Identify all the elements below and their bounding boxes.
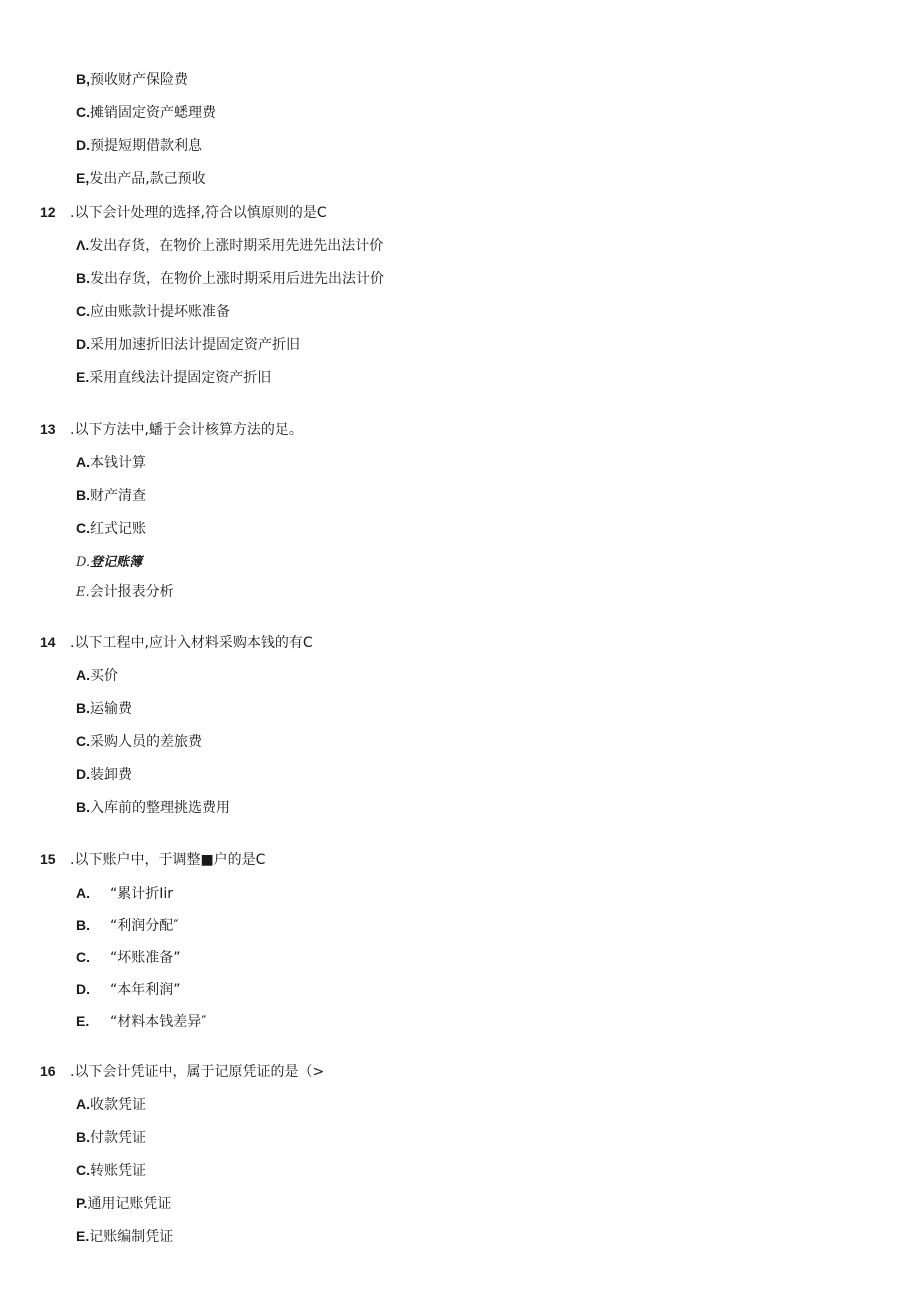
option-label: E. xyxy=(76,369,90,385)
option-label: B. xyxy=(76,799,90,815)
option-label: Λ. xyxy=(76,237,90,253)
option-label: E, xyxy=(76,170,90,186)
question-text: .以下会计处理的选择,符合以慎原则的是C xyxy=(70,205,327,221)
option-label: C. xyxy=(76,303,90,319)
question-text: .以下账户中，于调整■户的是C xyxy=(70,852,266,868)
option-label: B. xyxy=(76,270,90,286)
option-label: B. xyxy=(76,1129,90,1145)
option-label: E. xyxy=(76,585,90,600)
option-text: 本钱计算 xyxy=(90,455,146,471)
option-b xyxy=(76,486,146,505)
option-text: 应由账款计提坏账准备 xyxy=(90,304,230,320)
question-number: 14 xyxy=(40,634,56,650)
option-label: A. xyxy=(76,1096,90,1112)
option-text: 买价 xyxy=(90,668,118,684)
option-label: A. xyxy=(76,454,90,470)
option-label: C. xyxy=(76,520,90,536)
option-text: 转账凭证 xyxy=(90,1163,146,1179)
question-text: .以下方法中,蟠于会计核算方法的足。 xyxy=(70,422,303,438)
option-label: A. xyxy=(76,667,90,683)
option-text: 采用直线法计提固定资产折旧 xyxy=(89,370,272,386)
option-label: P. xyxy=(76,1195,88,1211)
option-text: 摊销固定资产蟋理费 xyxy=(90,105,216,121)
option-text: 发出存货，在物价上涨时期采用后进先出法计价 xyxy=(90,271,384,287)
question-number: 15 xyxy=(40,851,56,867)
option-b xyxy=(76,916,178,935)
question-number: 16 xyxy=(40,1063,56,1079)
option-text: 红式记账 xyxy=(90,521,146,537)
question-14 xyxy=(40,633,313,652)
question-number: 13 xyxy=(40,421,56,437)
option-d xyxy=(76,765,132,784)
question-number: 12 xyxy=(40,204,56,220)
option-text: “本年利润” xyxy=(110,982,181,998)
option-c xyxy=(76,1161,146,1180)
option-a xyxy=(76,884,173,903)
option-label: B. xyxy=(76,487,90,503)
option-text: 通用记账凭证 xyxy=(87,1196,172,1212)
option-text: 发出存货，在物价上涨时期采用先进先出法计价 xyxy=(89,238,384,254)
option-label: D. xyxy=(76,336,90,352)
option-a xyxy=(76,666,118,685)
option-label: C. xyxy=(76,733,90,749)
option-c xyxy=(76,103,216,122)
option-d xyxy=(76,553,142,572)
option-c xyxy=(76,948,181,967)
option-text: 财产清查 xyxy=(90,488,146,504)
option-text: 发出产品,款己预收 xyxy=(89,171,206,187)
option-label: E. xyxy=(76,1228,90,1244)
option-e xyxy=(76,1227,173,1246)
question-13 xyxy=(40,420,303,439)
option-e xyxy=(76,169,206,188)
option-c xyxy=(76,732,202,751)
option-text: 入库前的整理挑选费用 xyxy=(90,800,230,816)
question-16 xyxy=(40,1062,324,1081)
option-b xyxy=(76,70,188,89)
option-text: 运输费 xyxy=(90,701,132,717)
option-c xyxy=(76,302,230,321)
option-text: 付款凭证 xyxy=(90,1130,146,1146)
option-b xyxy=(76,699,132,718)
option-text: “累计折Iir xyxy=(110,886,174,902)
option-e xyxy=(76,583,174,602)
option-b xyxy=(76,269,384,288)
option-label: E. xyxy=(76,1013,90,1029)
option-text: 会计报表分析 xyxy=(89,584,174,600)
option-d xyxy=(76,335,300,354)
option-text: 登记账簿 xyxy=(90,555,143,570)
question-text: .以下工程中,应计入材料采购本钱的有C xyxy=(70,635,313,651)
option-text: 预提短期借款利息 xyxy=(90,138,202,154)
option-text: “坏账准备” xyxy=(110,950,181,966)
option-text: “利润分配″ xyxy=(110,918,179,934)
option-text: “材料本钱差异″ xyxy=(110,1014,207,1030)
option-text: 预收财产保险费 xyxy=(90,72,188,88)
option-label: C. xyxy=(76,949,90,965)
option-a xyxy=(76,1095,146,1114)
option-e xyxy=(76,798,230,817)
option-d xyxy=(76,980,181,999)
option-label: B, xyxy=(76,71,90,87)
option-c xyxy=(76,519,146,538)
option-e xyxy=(76,368,271,387)
question-text: .以下会计凭证中，属于记原凭证的是（> xyxy=(70,1064,325,1080)
option-label: D. xyxy=(76,555,91,570)
option-a xyxy=(76,453,146,472)
option-a xyxy=(76,236,383,255)
question-15 xyxy=(40,850,265,869)
option-label: D. xyxy=(76,766,90,782)
option-b xyxy=(76,1128,146,1147)
question-12 xyxy=(40,203,327,222)
option-label: C. xyxy=(76,1162,90,1178)
option-label: D. xyxy=(76,981,90,997)
option-e xyxy=(76,1012,206,1031)
option-label: B. xyxy=(76,917,90,933)
option-text: 记账编制凭证 xyxy=(89,1229,174,1245)
option-label: A. xyxy=(76,885,90,901)
option-d xyxy=(76,1194,171,1213)
option-text: 装卸费 xyxy=(90,767,132,783)
option-d xyxy=(76,136,202,155)
option-label: B. xyxy=(76,700,90,716)
option-text: 采用加速折旧法计提固定资产折旧 xyxy=(90,337,300,353)
option-text: 采购人员的差旅费 xyxy=(90,734,202,750)
option-text: 收款凭证 xyxy=(90,1097,146,1113)
option-label: D. xyxy=(76,137,90,153)
option-label: C. xyxy=(76,104,90,120)
